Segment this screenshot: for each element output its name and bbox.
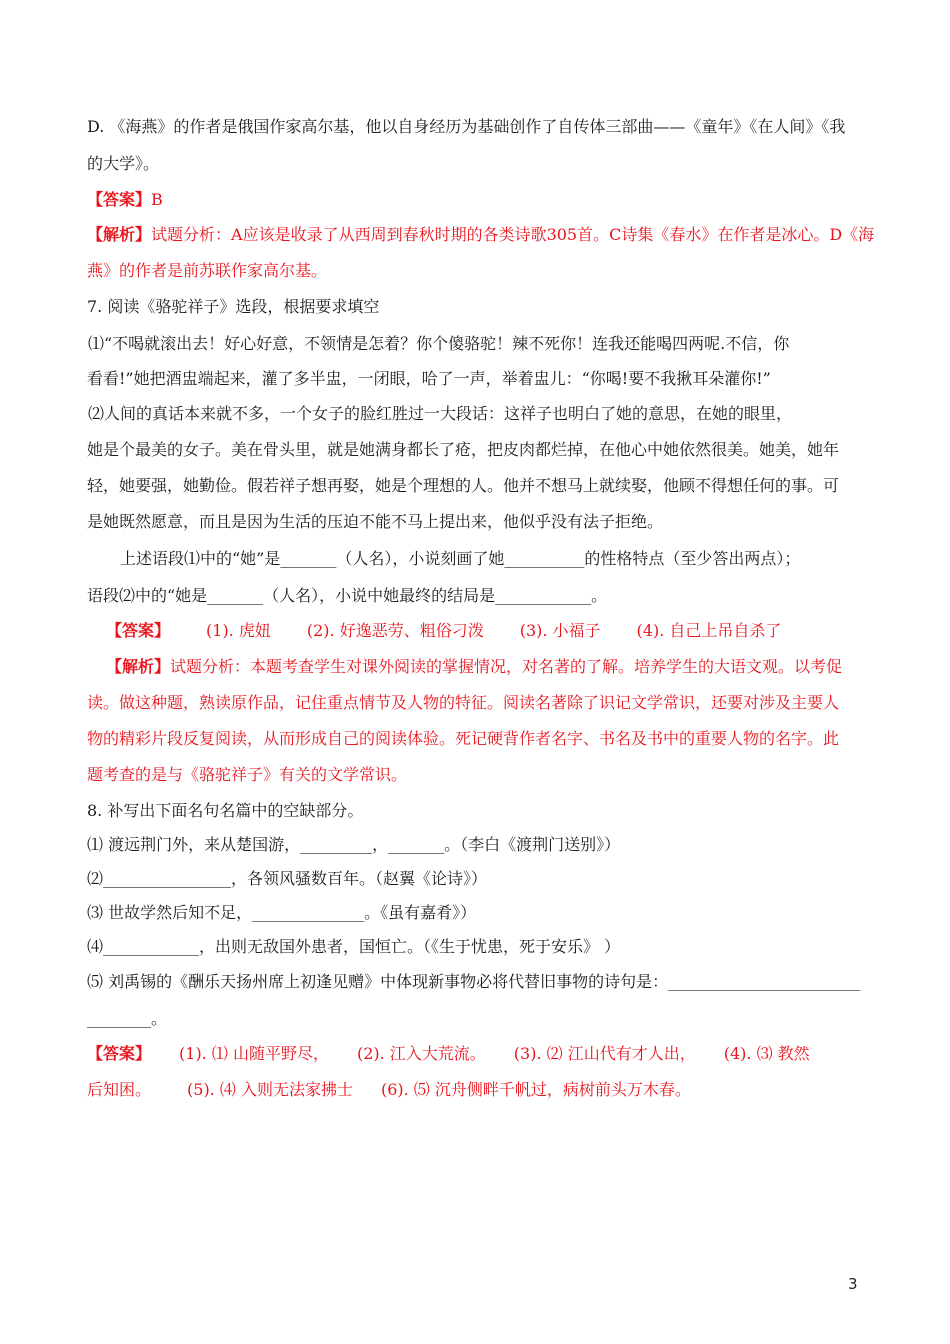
- q7-answer: [106, 620, 886, 642]
- q8-answer-tag: 【答案】: [87, 1044, 152, 1063]
- q7-question-line1: 上述语段⑴中的“她”是_______（人名），小说刻画了她__________的性格特点（至少答出两点）；: [120, 549, 801, 568]
- q7-question-line2: 语段⑵中的“她是_______（人名），小说中她最终的结局是____________。: [87, 586, 608, 605]
- q8-item-5-line1: ⑸ 刘禹锡的《酬乐天扬州席上初逢见赠》中体现新事物必将代替旧事物的诗句是：________________________: [87, 972, 861, 991]
- q7-answer-4: (4). 自己上吊自杀了: [636, 621, 782, 640]
- q8-title: 8. 补写出下面名句名篇中的空缺部分。: [87, 801, 364, 820]
- q6-analysis-text1: 试题分析：A应该是收录了从西周到春秋时期的各类诗歌305首。C诗集《春水》在作者是冰心。D《海: [151, 225, 875, 244]
- q7-p1-line1: ⑴“不喝就滚出去！好心好意，不领情是怎着？你个傻骆驼！辣不死你！连我还能喝四两呢.不信，你: [88, 334, 790, 353]
- page-number: 3: [848, 1275, 858, 1293]
- q8-answer-4-cont: 后知困。: [87, 1080, 152, 1099]
- q7-p2-line1: ⑵人间的真话本来就不多，一个女子的脸红胜过一大段话：这祥子也明白了她的意思，在她的眼里，: [88, 404, 793, 423]
- q7-analysis-line4: 题考查的是与《骆驼祥子》有关的文学常识。: [87, 765, 408, 784]
- q8-answer-1: (1). ⑴ 山随平野尽，: [179, 1044, 329, 1063]
- q6-answer: [87, 189, 867, 211]
- q7-p2-line4: 是她既然愿意，而且是因为生活的压迫不能不马上提出来，他似乎没有法子拒绝。: [87, 512, 664, 531]
- q7-analysis-line2: 读。做这种题，熟读原作品，记住重点情节及人物的特征。阅读名著除了识记文学常识，还要对涉及主要人: [87, 693, 840, 712]
- q8-answer-6: (6). ⑸ 沉舟侧畔千帆过，病树前头万木春。: [380, 1080, 691, 1099]
- q7-answer-tag: 【答案】: [106, 621, 171, 640]
- q6-analysis-tag: 【解析】: [87, 225, 152, 244]
- q8-answer-line2: [87, 1079, 867, 1101]
- q8-answer-line1: [87, 1043, 867, 1065]
- q7-analysis-line3: 物的精彩片段反复阅读，从而形成自己的阅读体验。死记硬背作者名字、书名及书中的重要人物的名字。此: [87, 729, 840, 748]
- q8-item-1: ⑴ 渡远荆门外，来从楚国游，_________，_______。（李白《渡荆门送别》）: [87, 835, 621, 854]
- q8-answer-5: (5). ⑷ 入则无法家拂士: [187, 1080, 353, 1099]
- q6-answer-value: B: [151, 190, 163, 209]
- q8-item-2: ⑵________________，各领风骚数百年。（赵翼《论诗》）: [87, 869, 488, 888]
- q7-p2-line2: 她是个最美的女子。美在骨头里，就是她满身都长了疮，把皮肉都烂掉，在他心中她依然很美。她美，她年: [87, 440, 840, 459]
- q6-answer-tag: 【答案】: [87, 190, 152, 209]
- q6-analysis-line2: 燕》的作者是前苏联作家高尔基。: [87, 261, 328, 280]
- q7-p2-line3: 轻，她要强，她勤俭。假若祥子想再娶，她是个理想的人。他并不想马上就续娶，他顾不得想任何的事。可: [87, 476, 840, 495]
- q7-analysis-text1: 试题分析：本题考查学生对课外阅读的掌握情况，对名著的了解。培养学生的大语文观。以考促: [170, 657, 843, 676]
- q6-option-d-line1: D. 《海燕》的作者是俄国作家高尔基，他以自身经历为基础创作了自传体三部曲——《童年》《在人间》《我: [87, 117, 846, 136]
- q7-answer-1: (1). 虎妞: [206, 621, 271, 640]
- q8-item-5-line2: ________。: [87, 1009, 168, 1028]
- q7-analysis-tag: 【解析】: [106, 657, 171, 676]
- q7-answer-2: (2). 好逸恶劳、粗俗刁泼: [306, 621, 484, 640]
- q6-analysis-line1: [87, 224, 875, 246]
- q8-item-4: ⑷____________，出则无敌国外患者，国恒亡。（《生于忧患，死于安乐》 ）: [87, 937, 621, 956]
- q8-answer-2: (2). 江入大荒流。: [356, 1044, 486, 1063]
- q8-item-3: ⑶ 世故学然后知不足，______________。《虽有嘉肴》）: [87, 903, 477, 922]
- q7-answer-3: (3). 小福子: [519, 621, 601, 640]
- q8-answer-4: (4). ⑶ 教然: [723, 1044, 810, 1063]
- q8-answer-3: (3). ⑵ 江山代有才人出，: [513, 1044, 696, 1063]
- q7-p1-line2: 看看!”她把酒盅端起来，灌了多半盅，一闭眼，哈了一声，举着盅儿：“你喝!要不我揪耳朵灌你!”: [87, 369, 771, 388]
- q7-analysis-line1: [106, 656, 886, 678]
- q6-option-d-line2: 的大学》。: [87, 154, 160, 173]
- q7-title: 7. 阅读《骆驼祥子》选段，根据要求填空: [87, 297, 380, 316]
